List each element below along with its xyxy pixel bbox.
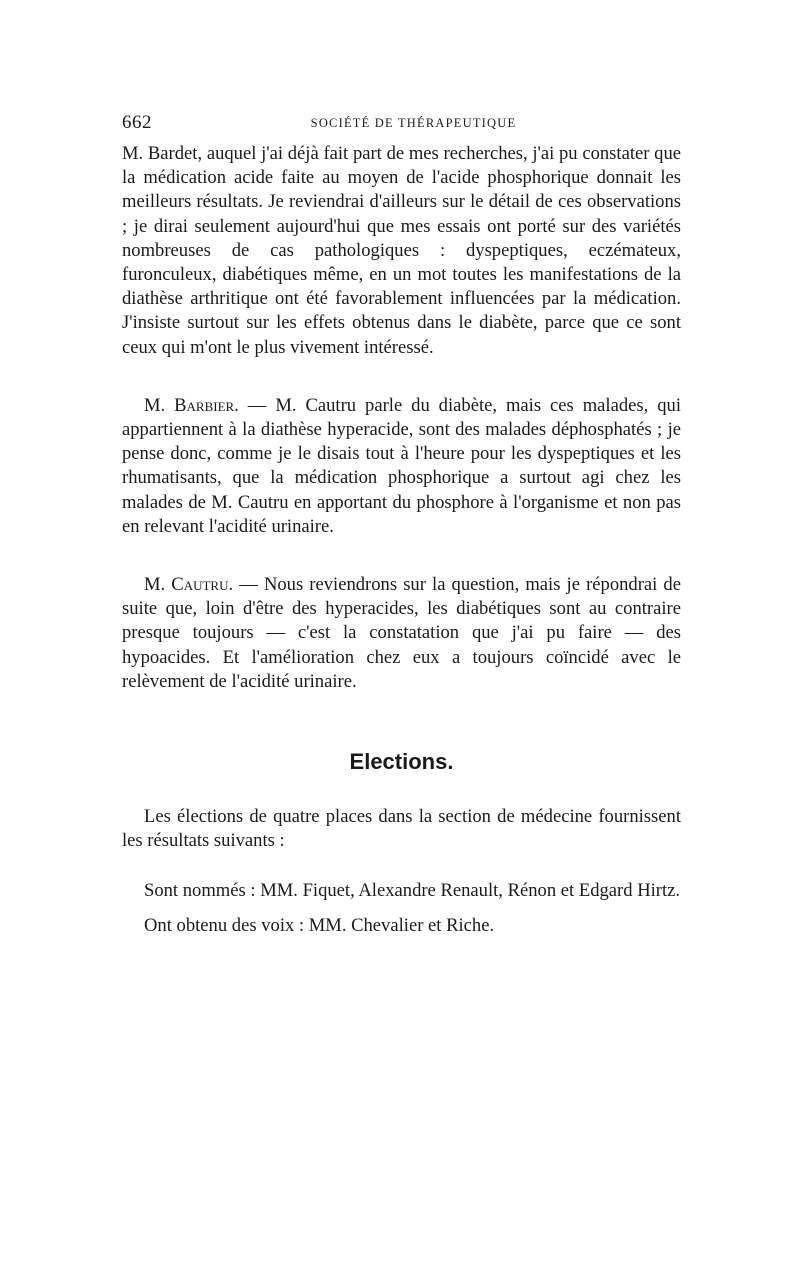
running-head xyxy=(122,112,681,142)
section-heading-elections: Elections. xyxy=(349,749,454,775)
cautru-paragraph xyxy=(122,573,681,694)
continuation-paragraph: M. Bardet, auquel j'ai déjà fait part de mes recherches, j'ai pu constater que la médication acide faite au moyen de l'acide phosphorique donnait les meilleurs résultats. Je reviendrai d'ailleurs sur le détail de ces observations ; je dirai seulement aujourd'hui que mes essais ont porté sur des variétés nombreuses de cas pathologiques : dyspeptiques, eczémateux, furonculeux, diabétiques même, en un mot toutes les manifestations de la diathèse arthritique ont été favorablement influencées par la médication. J'insiste surtout sur les effets obtenus dans le diabète, parce que ce sont ceux qui m'ont le plus vivement intéressé. xyxy=(122,143,681,358)
elections-named: Sont nommés : MM. Fiquet, Alexandre Renault, Rénon et Edgard Hirtz. xyxy=(144,880,681,902)
speaker-cautru: M. Cautru. xyxy=(144,574,234,596)
elections-intro: Les élections de quatre places dans la section de médecine fournissent les résultats suivants : xyxy=(122,806,681,852)
page-body xyxy=(122,112,681,938)
cautru-text: — Nous reviendrons sur la question, mais je répondrai de suite que, loin d'être des hyperacides, les diabétiques sont au contraire presque toujours — c'est la constatation que j'ai pu faire — des hypoacides. Et l'amélioration chez eux a toujours coïncidé avec le relèvement de l'acidité urinaire. xyxy=(122,574,681,692)
running-title: SOCIÉTÉ DE THÉRAPEUTIQUE xyxy=(310,116,517,130)
elections-voices: Ont obtenu des voix : MM. Chevalier et Riche. xyxy=(144,914,495,936)
barbier-paragraph xyxy=(122,394,681,539)
barbier-text: — M. Cautru parle du diabète, mais ces malades, qui appartiennent à la diathèse hyperacide, sont des malades déphosphatés ; je pense donc, comme je le disais tout à l'heure pour les dyspeptiques et les rhumatisants, que la médication phosphorique a surtout agi chez les malades de M. Cautru en apportant du phosphore à l'organisme et non pas en relevant l'acidité urinaire. xyxy=(122,394,681,537)
page-number: 662 xyxy=(122,112,152,133)
speaker-barbier: M. Barbier. xyxy=(144,394,239,416)
